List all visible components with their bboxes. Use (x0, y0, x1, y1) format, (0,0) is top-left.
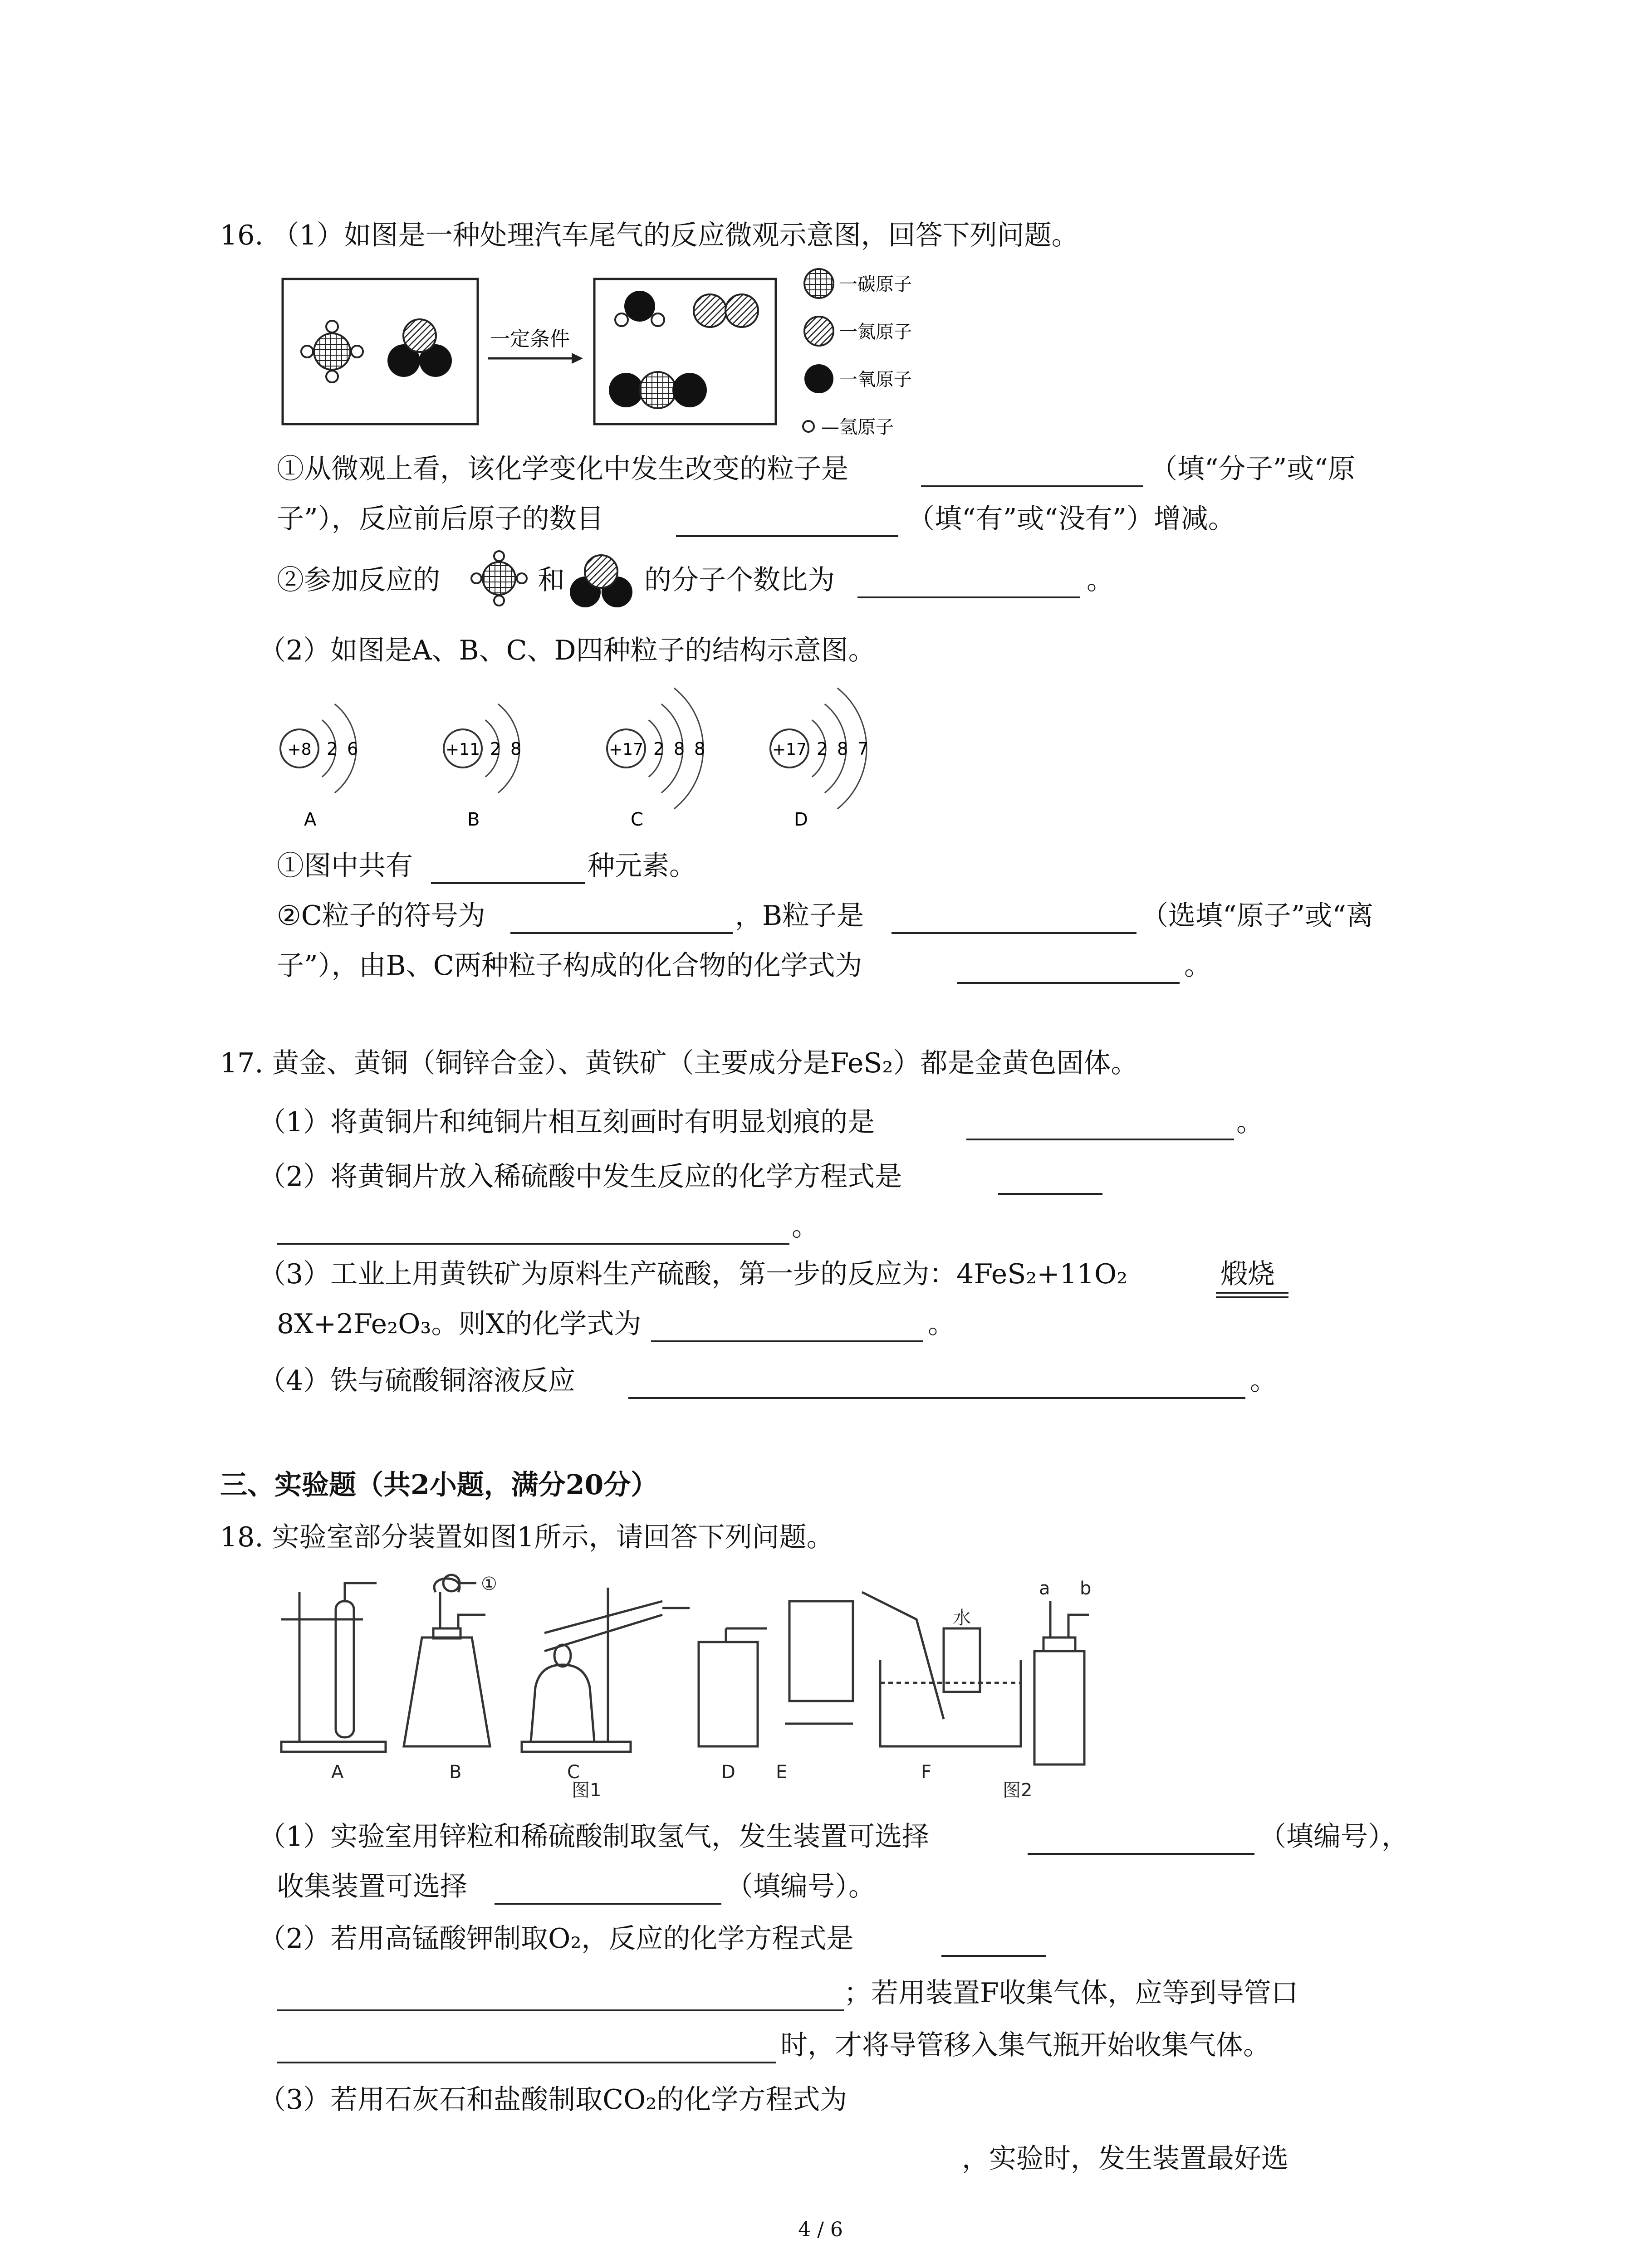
q16-2-1b: 种元素。 (588, 850, 696, 882)
fig2-caption: 图2 (1003, 1780, 1033, 1801)
lab-apparatus-figure (272, 1565, 1092, 1801)
q17-p1b: 。 (1236, 1106, 1264, 1138)
atom-diagram-d (770, 688, 868, 830)
atom-label: C (631, 809, 643, 830)
q16-2-2c: （选填“原子”或“离 (1141, 900, 1374, 932)
q17-condition-line-1 (1216, 1292, 1288, 1294)
q18-blank-1[interactable] (1028, 1853, 1254, 1855)
h2o-molecule-icon (615, 291, 664, 326)
co2-molecule-icon (609, 372, 707, 408)
q17-p2b: 。 (792, 1211, 819, 1242)
q16-line3b: 和 (538, 564, 565, 596)
q17-p1a: （1）将黄铜片和纯铜片相互刻画时有明显划痕的是 (259, 1106, 875, 1138)
shell-electron-count: 2 (653, 739, 665, 759)
page-number: 4 / 6 (798, 2218, 843, 2241)
apparatus-fig2 (1034, 1601, 1089, 1765)
atom-label: A (304, 809, 317, 830)
marker-1: ① (481, 1574, 497, 1594)
q17-p3a: （3）工业上用黄铁矿为原料生产硫酸，第一步的反应为：4FeS₂+11O₂ (259, 1258, 1128, 1290)
q18-p3a: （3）若用石灰石和盐酸制取CO₂的化学方程式为 (259, 2084, 847, 2116)
no2-inline-icon (567, 551, 644, 610)
q16-line1b: （填“分子”或“原 (1150, 453, 1356, 485)
atom-label: D (794, 809, 808, 830)
q18-p2b: ；若用装置F收集气体，应等到导管口 (844, 1977, 1298, 2009)
no2-molecule-icon (387, 319, 452, 377)
q18-p1a: （1）实验室用锌粒和稀硫酸制取氢气，发生装置可选择 (259, 1821, 930, 1853)
atom-diagram-b (444, 704, 521, 830)
legend-nitrogen: 一氮原子 (839, 322, 912, 342)
label-tube-a: a (1039, 1578, 1050, 1599)
shell-electron-count: 6 (347, 739, 358, 759)
q16-blank-formula[interactable] (957, 982, 1180, 984)
apparatus-c (522, 1588, 690, 1752)
nucleus-charge: +17 (609, 740, 643, 759)
q16-part2: （2）如图是A、B、C、D四种粒子的结构示意图。 (259, 635, 876, 666)
ch4-inline-icon (467, 549, 531, 608)
q18-blank-2[interactable] (495, 1903, 721, 1905)
q16-2-2b: ，B粒子是 (735, 900, 864, 932)
q17-p4a: （4）铁与硫酸铜溶液反应 (259, 1365, 576, 1397)
section-heading: 三、实验题（共2小题，满分20分） (220, 1469, 658, 1501)
q16-line2b: （填“有”或“没有”）增减。 (907, 503, 1235, 535)
n2-molecule-icon (694, 294, 758, 327)
q18-p1c: 收集装置可选择 (277, 1871, 467, 1902)
q16-blank-b-type[interactable] (892, 932, 1136, 934)
label-a: A (331, 1762, 344, 1783)
apparatus-f (862, 1592, 1021, 1746)
q18-blank-3a[interactable] (941, 1955, 1046, 1957)
q16-2-1a: ①图中共有 (277, 850, 413, 882)
label-tube-b: b (1080, 1578, 1092, 1599)
q16-blank-3[interactable] (857, 596, 1080, 598)
q17-p4b: 。 (1250, 1365, 1277, 1397)
q16-line3a: ②参加反应的 (277, 564, 440, 596)
q17-p3b: 8X+2Fe₂O₃。则X的化学式为 (277, 1308, 642, 1340)
label-d: D (721, 1762, 735, 1783)
nucleus-charge: +11 (446, 740, 480, 759)
q16-2-3b: 。 (1184, 950, 1211, 982)
atom-diagram-c (607, 688, 705, 830)
legend-hydrogen: —氢原子 (821, 417, 894, 438)
label-e: E (776, 1762, 788, 1783)
q17-blank-1[interactable] (966, 1139, 1234, 1140)
q17-condition-line-2 (1216, 1296, 1288, 1298)
ch4-molecule-icon (301, 321, 363, 382)
q18-p2a: （2）若用高锰酸钾制取O₂，反应的化学方程式是 (259, 1923, 854, 1955)
q17-stem: 17. 黄金、黄铜（铜锌合金）、黄铁矿（主要成分是FeS₂）都是金黄色固体。 (220, 1047, 1138, 1079)
q18-p1d: （填编号）。 (726, 1871, 876, 1902)
shell-electron-count: 8 (694, 739, 705, 759)
q17-blank-2b[interactable] (277, 1243, 789, 1245)
shell-electron-count: 2 (490, 739, 501, 759)
nucleus-charge: +17 (772, 740, 807, 759)
q18-blank-4[interactable] (277, 2062, 776, 2063)
shell-electron-count: 8 (674, 739, 685, 759)
q17-blank-2a[interactable] (998, 1193, 1102, 1195)
label-water: 水 (953, 1608, 971, 1628)
q17-blank-4[interactable] (628, 1397, 1245, 1399)
q16-blank-1[interactable] (921, 485, 1143, 487)
shell-electron-count: 8 (837, 739, 848, 759)
nucleus-charge: +8 (287, 740, 312, 759)
shell-electron-count: 8 (510, 739, 522, 759)
label-b: B (449, 1762, 462, 1783)
shell-electron-count: 2 (817, 739, 828, 759)
q16-line1a: ①从微观上看，该化学变化中发生改变的粒子是 (277, 453, 848, 485)
shell-electron-count: 2 (327, 739, 338, 759)
q18-blank-3b[interactable] (277, 2009, 844, 2011)
q18-p1b: （填编号）， (1259, 1821, 1409, 1853)
legend-oxygen: 一氧原子 (839, 369, 912, 390)
q17-p3c: 。 (928, 1308, 955, 1340)
q16-2-2a: ②C粒子的符号为 (277, 900, 485, 932)
arrow-label: 一定条件 (490, 327, 570, 351)
q18-p2c: 时，才将导管移入集气瓶开始收集气体。 (780, 2029, 1270, 2061)
fig1-caption: 图1 (572, 1780, 602, 1801)
reaction-microscopic-diagram (281, 268, 962, 440)
apparatus-b (404, 1575, 490, 1746)
label-f: F (921, 1762, 932, 1783)
shell-electron-count: 7 (857, 739, 869, 759)
q16-blank-elements[interactable] (431, 882, 585, 884)
label-c: C (567, 1762, 580, 1783)
q17-condition: 煅烧 (1220, 1258, 1275, 1290)
atom-structure-diagrams (272, 671, 953, 844)
q16-stem: 16. （1）如图是一种处理汽车尾气的反应微观示意图，回答下列问题。 (220, 220, 1079, 251)
q16-blank-2[interactable] (676, 535, 898, 537)
apparatus-a (281, 1583, 386, 1752)
q17-p2a: （2）将黄铜片放入稀硫酸中发生反应的化学方程式是 (259, 1161, 902, 1193)
q16-blank-c-symbol[interactable] (510, 932, 733, 934)
q16-line2a: 子”），反应前后原子的数目 (277, 503, 604, 535)
legend (803, 269, 912, 438)
q16-line3c: 的分子个数比为 (644, 564, 835, 596)
q16-line3d: 。 (1087, 564, 1114, 596)
q16-2-3a: 子”），由B、C两种粒子构成的化合物的化学式为 (277, 950, 862, 982)
atom-diagram-a (280, 704, 358, 830)
atom-label: B (467, 809, 480, 830)
apparatus-e (785, 1601, 853, 1724)
q17-blank-3[interactable] (651, 1340, 923, 1342)
q18-p3b: ，实验时，发生装置最好选 (962, 2143, 1288, 2175)
legend-carbon: 一碳原子 (839, 274, 912, 295)
q18-stem: 18. 实验室部分装置如图1所示，请回答下列问题。 (220, 1521, 834, 1553)
apparatus-d (699, 1628, 767, 1746)
